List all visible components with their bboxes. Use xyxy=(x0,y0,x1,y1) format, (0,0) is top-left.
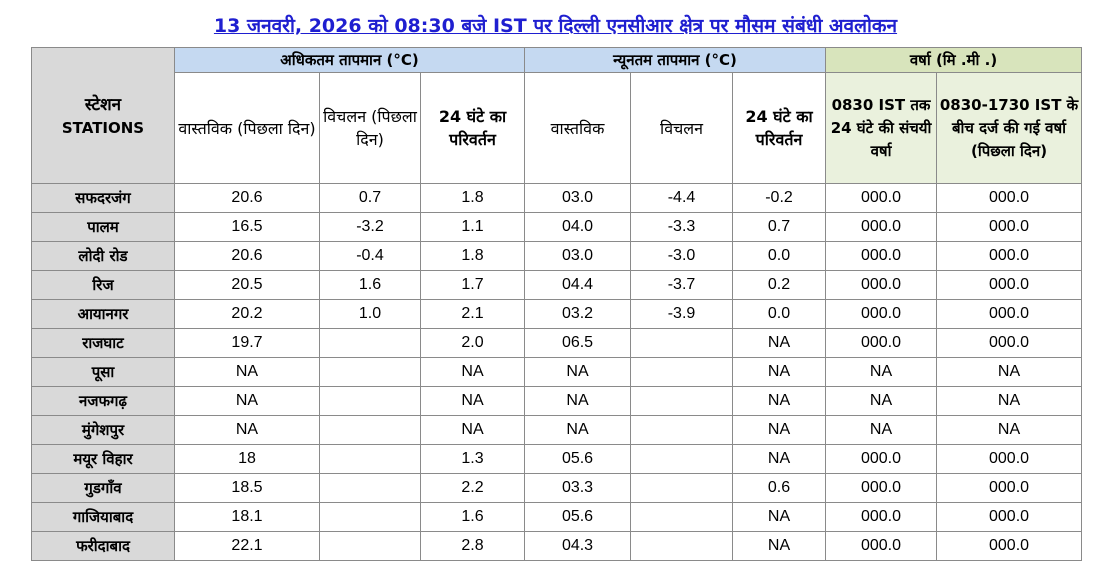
station-name: राजघाट xyxy=(32,329,175,358)
rain-24h-cell: NA xyxy=(826,358,937,387)
min-24h-change-cell: 0.0 xyxy=(733,300,826,329)
max-actual-cell: 20.2 xyxy=(175,300,320,329)
min-departure-cell xyxy=(631,329,733,358)
station-name: लोदी रोड xyxy=(32,242,175,271)
station-name: नजफगढ़ xyxy=(32,387,175,416)
rain-day-cell: NA xyxy=(937,358,1082,387)
min-24h-change-cell: NA xyxy=(733,329,826,358)
max-24h-change-cell: 1.8 xyxy=(421,242,525,271)
table-row xyxy=(32,474,1082,503)
rain-day-cell: 000.0 xyxy=(937,503,1082,532)
min-24h-change-cell: NA xyxy=(733,358,826,387)
max-24h-change-header: 24 घंटे का परिवर्तन xyxy=(421,73,525,184)
min-actual-cell: 04.4 xyxy=(525,271,631,300)
max-actual-cell: 20.6 xyxy=(175,184,320,213)
max-actual-cell: 19.7 xyxy=(175,329,320,358)
min-actual-cell: 06.5 xyxy=(525,329,631,358)
min-24h-change-cell: NA xyxy=(733,445,826,474)
rain-24h-cell: 000.0 xyxy=(826,445,937,474)
max-actual-cell: NA xyxy=(175,387,320,416)
rain-day-header: 0830-1730 IST के बीच दर्ज की गई वर्षा (पिछला दिन) xyxy=(937,73,1082,184)
rain-day-cell: 000.0 xyxy=(937,213,1082,242)
min-actual-cell: 03.0 xyxy=(525,184,631,213)
table-row xyxy=(32,445,1082,474)
min-actual-cell: 04.0 xyxy=(525,213,631,242)
min-24h-change-cell: NA xyxy=(733,503,826,532)
max-departure-cell: 1.0 xyxy=(320,300,421,329)
rain-day-cell: 000.0 xyxy=(937,300,1082,329)
table-body xyxy=(32,184,1082,561)
rain-24h-cell: 000.0 xyxy=(826,300,937,329)
min-actual-cell: 05.6 xyxy=(525,445,631,474)
max-actual-cell: 16.5 xyxy=(175,213,320,242)
min-actual-header: वास्तविक xyxy=(525,73,631,184)
station-name: गुडगाँव xyxy=(32,474,175,503)
max-departure-cell xyxy=(320,329,421,358)
max-24h-change-cell: 2.0 xyxy=(421,329,525,358)
min-departure-cell: -4.4 xyxy=(631,184,733,213)
max-departure-cell: -0.4 xyxy=(320,242,421,271)
rainfall-group-header: वर्षा (मि .मी .) xyxy=(826,48,1082,73)
max-24h-change-cell: 2.1 xyxy=(421,300,525,329)
station-name: पूसा xyxy=(32,358,175,387)
max-actual-cell: 18.1 xyxy=(175,503,320,532)
rain-day-cell: 000.0 xyxy=(937,532,1082,561)
max-24h-change-cell: 1.1 xyxy=(421,213,525,242)
max-24h-change-cell: 2.2 xyxy=(421,474,525,503)
max-24h-change-cell: 1.6 xyxy=(421,503,525,532)
station-name: आयानगर xyxy=(32,300,175,329)
min-actual-cell: NA xyxy=(525,387,631,416)
rain-day-cell: NA xyxy=(937,387,1082,416)
max-departure-cell xyxy=(320,532,421,561)
table-row xyxy=(32,503,1082,532)
rain-24h-cell: NA xyxy=(826,387,937,416)
max-departure-cell xyxy=(320,387,421,416)
observation-table xyxy=(31,47,1082,561)
min-actual-cell: 04.3 xyxy=(525,532,631,561)
max-departure-cell: 1.6 xyxy=(320,271,421,300)
max-actual-header: वास्तविक (पिछला दिन) xyxy=(175,73,320,184)
min-24h-change-cell: -0.2 xyxy=(733,184,826,213)
min-departure-cell xyxy=(631,503,733,532)
min-departure-cell xyxy=(631,387,733,416)
rain-24h-cell: 000.0 xyxy=(826,532,937,561)
max-departure-cell xyxy=(320,416,421,445)
min-actual-cell: NA xyxy=(525,358,631,387)
rain-24h-cell: 000.0 xyxy=(826,242,937,271)
min-24h-change-cell: NA xyxy=(733,532,826,561)
max-24h-change-cell: 1.8 xyxy=(421,184,525,213)
table-row xyxy=(32,300,1082,329)
rain-day-cell: 000.0 xyxy=(937,271,1082,300)
min-24h-change-cell: 0.6 xyxy=(733,474,826,503)
station-column-header xyxy=(32,48,175,184)
min-departure-cell: -3.7 xyxy=(631,271,733,300)
rain-day-cell: 000.0 xyxy=(937,184,1082,213)
min-departure-header: विचलन xyxy=(631,73,733,184)
rain-24h-cell: 000.0 xyxy=(826,474,937,503)
station-name: फरीदाबाद xyxy=(32,532,175,561)
max-24h-change-cell: 1.7 xyxy=(421,271,525,300)
page-title: 13 जनवरी, 2026 को 08:30 बजे IST पर दिल्ली एनसीआर क्षेत्र पर मौसम संबंधी अवलोकन xyxy=(213,15,898,37)
rain-24h-cell: NA xyxy=(826,416,937,445)
min-24h-change-cell: 0.0 xyxy=(733,242,826,271)
rain-day-cell: 000.0 xyxy=(937,329,1082,358)
max-departure-cell xyxy=(320,358,421,387)
rain-day-cell: 000.0 xyxy=(937,445,1082,474)
min-actual-cell: 03.3 xyxy=(525,474,631,503)
rain-24h-cell: 000.0 xyxy=(826,271,937,300)
max-departure-cell: -3.2 xyxy=(320,213,421,242)
min-departure-cell xyxy=(631,445,733,474)
min-departure-cell xyxy=(631,358,733,387)
min-24h-change-cell: NA xyxy=(733,416,826,445)
table-row xyxy=(32,358,1082,387)
station-header-english: STATIONS xyxy=(61,118,145,137)
rain-day-cell: NA xyxy=(937,416,1082,445)
max-actual-cell: NA xyxy=(175,358,320,387)
max-actual-cell: 20.6 xyxy=(175,242,320,271)
rain-day-cell: 000.0 xyxy=(937,474,1082,503)
min-24h-change-cell: 0.7 xyxy=(733,213,826,242)
min-departure-cell: -3.3 xyxy=(631,213,733,242)
max-actual-cell: 20.5 xyxy=(175,271,320,300)
table-row xyxy=(32,184,1082,213)
table-row xyxy=(32,387,1082,416)
table-row xyxy=(32,416,1082,445)
max-departure-cell xyxy=(320,474,421,503)
min-departure-cell xyxy=(631,416,733,445)
station-name: पालम xyxy=(32,213,175,242)
max-24h-change-cell: 2.8 xyxy=(421,532,525,561)
max-24h-change-cell: 1.3 xyxy=(421,445,525,474)
station-name: गाजियाबाद xyxy=(32,503,175,532)
max-departure-cell xyxy=(320,503,421,532)
min-24h-change-cell: NA xyxy=(733,387,826,416)
station-name: रिज xyxy=(32,271,175,300)
min-actual-cell: 03.0 xyxy=(525,242,631,271)
min-departure-cell xyxy=(631,532,733,561)
table-row xyxy=(32,242,1082,271)
max-departure-cell xyxy=(320,445,421,474)
station-name: मुंगेशपुर xyxy=(32,416,175,445)
sub-header-row xyxy=(32,73,1082,184)
max-actual-cell: NA xyxy=(175,416,320,445)
rain-24h-cell: 000.0 xyxy=(826,184,937,213)
min-actual-cell: NA xyxy=(525,416,631,445)
rain-24h-cell: 000.0 xyxy=(826,329,937,358)
max-actual-cell: 18 xyxy=(175,445,320,474)
station-header-hindi: स्टेशन xyxy=(84,94,122,115)
rain-24h-header: 0830 IST तक 24 घंटे की संचयी वर्षा xyxy=(826,73,937,184)
min-actual-cell: 05.6 xyxy=(525,503,631,532)
min-24h-change-header: 24 घंटे का परिवर्तन xyxy=(733,73,826,184)
max-departure-header: विचलन (पिछला दिन) xyxy=(320,73,421,184)
max-actual-cell: 22.1 xyxy=(175,532,320,561)
min-departure-cell: -3.9 xyxy=(631,300,733,329)
min-temp-group-header: न्यूनतम तापमान (°C) xyxy=(525,48,826,73)
max-actual-cell: 18.5 xyxy=(175,474,320,503)
table-row xyxy=(32,329,1082,358)
max-departure-cell: 0.7 xyxy=(320,184,421,213)
max-24h-change-cell: NA xyxy=(421,416,525,445)
table-row xyxy=(32,213,1082,242)
station-name: मयूर विहार xyxy=(32,445,175,474)
min-departure-cell xyxy=(631,474,733,503)
rain-24h-cell: 000.0 xyxy=(826,503,937,532)
table-row xyxy=(32,532,1082,561)
group-header-row xyxy=(32,48,1082,73)
max-temp-group-header: अधिकतम तापमान (°C) xyxy=(175,48,525,73)
rain-day-cell: 000.0 xyxy=(937,242,1082,271)
max-24h-change-cell: NA xyxy=(421,387,525,416)
min-actual-cell: 03.2 xyxy=(525,300,631,329)
min-24h-change-cell: 0.2 xyxy=(733,271,826,300)
rain-24h-cell: 000.0 xyxy=(826,213,937,242)
max-24h-change-cell: NA xyxy=(421,358,525,387)
station-name: सफदरजंग xyxy=(32,184,175,213)
table-row xyxy=(32,271,1082,300)
min-departure-cell: -3.0 xyxy=(631,242,733,271)
